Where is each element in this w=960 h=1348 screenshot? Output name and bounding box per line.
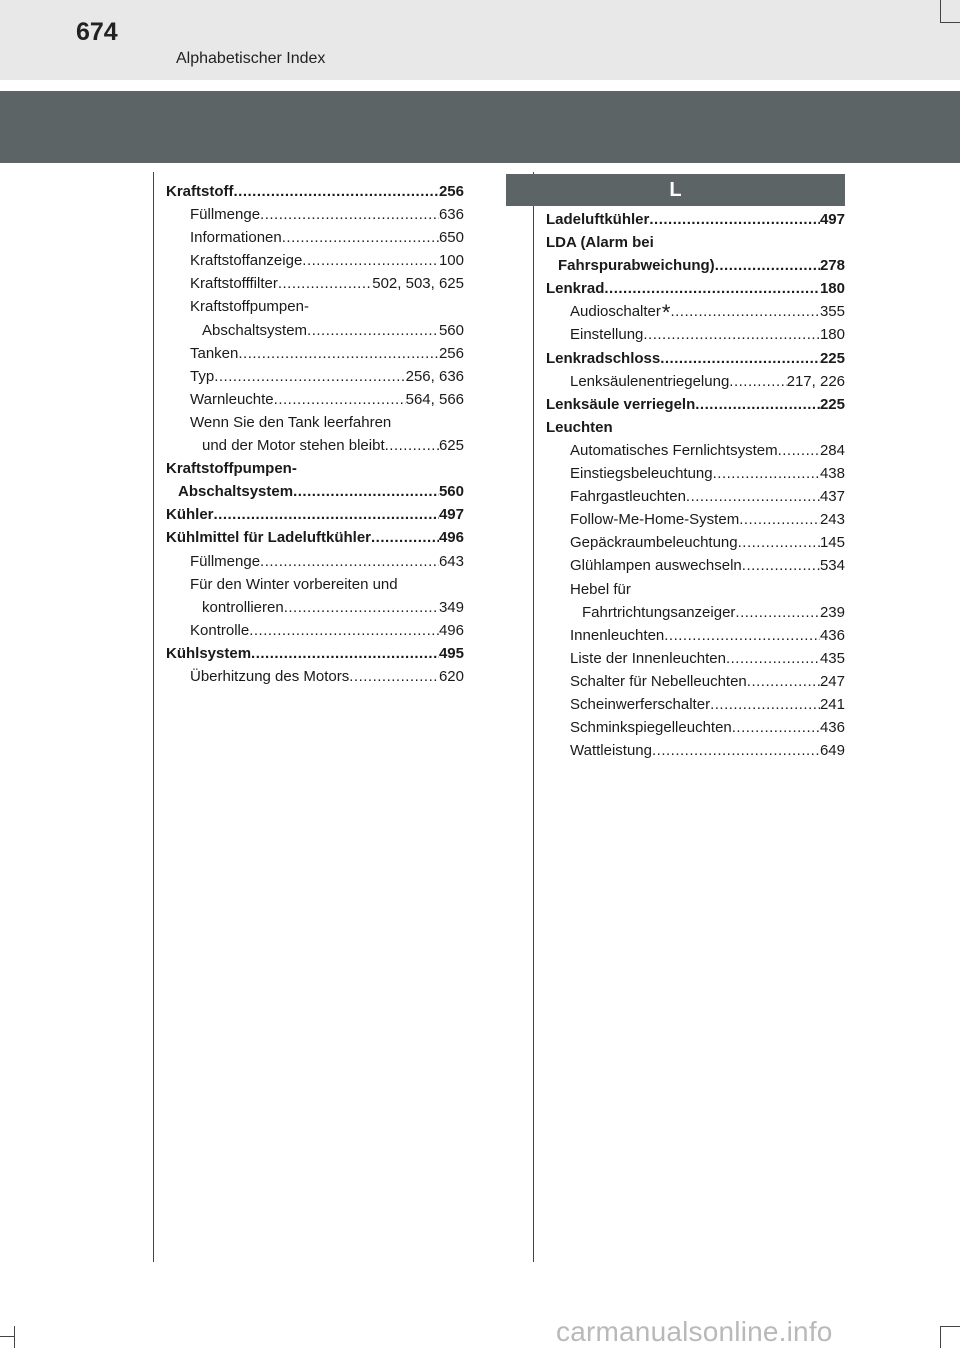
index-term: Wattleistung — [570, 742, 652, 760]
index-entry — [546, 393, 845, 416]
dot-leader — [710, 693, 820, 716]
index-term: Informationen — [190, 229, 282, 247]
dot-leader — [274, 388, 406, 411]
index-term: Lenksäule verriegeln — [546, 395, 696, 413]
dot-leader — [660, 347, 820, 370]
index-column-right — [546, 208, 845, 762]
page-title: Alphabetischer Index — [176, 50, 326, 67]
index-term: Schalter für Nebelleuchten — [570, 672, 747, 690]
page-reference: 435 — [819, 649, 845, 667]
dot-leader — [778, 439, 820, 462]
crop-mark — [940, 1326, 941, 1348]
index-term: Follow-Me-Home-System — [570, 511, 740, 529]
dot-leader — [747, 670, 820, 693]
page-reference: 650 — [438, 229, 464, 247]
crop-mark — [14, 1326, 15, 1348]
index-term: Kraftstoffpumpen- — [190, 298, 309, 316]
index-term: Einstellung — [570, 326, 644, 344]
index-entry — [546, 693, 845, 716]
index-entry — [166, 319, 464, 342]
index-entry — [166, 665, 464, 688]
dot-leader — [726, 647, 820, 670]
index-term: Kraftstoffanzeige — [190, 252, 303, 270]
index-entry — [546, 485, 845, 508]
index-entry — [546, 254, 845, 277]
index-term: und der Motor stehen bleibt — [202, 437, 385, 455]
page-reference: 100 — [438, 252, 464, 270]
index-entry — [166, 203, 464, 226]
dot-leader — [238, 342, 439, 365]
index-term: Lenkrad — [546, 280, 605, 298]
page-reference: 256 — [438, 183, 464, 200]
crop-mark — [940, 1326, 960, 1327]
index-term: Automatisches Fernlichtsystem — [570, 441, 778, 459]
index-term: Typ — [190, 367, 215, 385]
index-entry: Audioschalter * ..... 355 — [546, 300, 845, 323]
dot-leader — [284, 596, 439, 619]
index-term: Hebel für — [570, 580, 631, 598]
page-reference: 225 — [819, 395, 845, 413]
index-entry — [546, 208, 845, 231]
index-entry — [546, 531, 845, 554]
page-reference: 620 — [438, 667, 464, 685]
index-entry — [166, 388, 464, 411]
index-entry — [546, 670, 845, 693]
index-term: Kühler — [166, 506, 214, 524]
index-entry — [546, 347, 845, 370]
index-term: Einstiegsbeleuchtung — [570, 465, 713, 483]
page-reference: 534 — [819, 557, 845, 575]
index-entry — [546, 439, 845, 462]
header-bar — [0, 0, 960, 80]
index-term: Warnleuchte — [190, 390, 274, 408]
index-entry — [166, 503, 464, 526]
index-entry — [166, 249, 464, 272]
dot-leader — [713, 462, 820, 485]
index-term: Liste der Innenleuchten — [570, 649, 726, 667]
index-term: Leuchten — [546, 418, 613, 436]
page-reference: 243 — [819, 511, 845, 529]
dot-leader — [214, 365, 405, 388]
dot-leader — [385, 434, 439, 457]
crop-mark — [0, 1336, 14, 1337]
page-reference: 247 — [819, 672, 845, 690]
page-reference: 278 — [819, 257, 845, 275]
index-entry — [546, 624, 845, 647]
page-reference: 225 — [819, 349, 845, 367]
page-reference: 496 — [438, 529, 464, 547]
watermark: carmanualsonline.info — [556, 1316, 833, 1347]
index-entry — [546, 370, 845, 393]
index-term: Für den Winter vorbereiten und — [190, 575, 398, 593]
index-term: Scheinwerferschalter — [570, 695, 711, 713]
dot-leader — [670, 300, 820, 323]
dot-leader — [729, 370, 786, 393]
dot-leader — [742, 554, 820, 577]
index-entry — [166, 295, 464, 318]
page-reference: 241 — [819, 695, 845, 713]
dot-leader — [278, 272, 372, 295]
index-term: Kraftstoffpumpen- — [166, 460, 297, 478]
index-term: Glühlampen auswechseln — [570, 557, 742, 575]
dot-leader — [251, 642, 439, 665]
index-entry — [166, 411, 464, 434]
page-reference: 437 — [819, 488, 845, 506]
dot-leader — [649, 208, 820, 231]
index-term: Lenkradschloss — [546, 349, 661, 367]
dot-leader — [260, 203, 439, 226]
index-term: Überhitzung des Motors — [190, 667, 350, 685]
page-reference: 256 — [438, 344, 464, 362]
index-column-left — [166, 180, 464, 688]
index-entry — [546, 601, 845, 624]
page-reference: 564, 566 — [405, 390, 464, 408]
dot-leader — [349, 665, 439, 688]
index-entry — [166, 342, 464, 365]
dot-leader — [715, 254, 820, 277]
index-term: Füllmenge — [190, 552, 261, 570]
index-entry — [546, 231, 845, 254]
index-term: Kühlsystem — [166, 644, 252, 662]
page-reference: 217, 226 — [786, 372, 845, 390]
dot-leader — [652, 739, 820, 762]
index-entry — [166, 596, 464, 619]
dot-leader — [604, 277, 820, 300]
index-entry — [546, 647, 845, 670]
crop-mark — [940, 0, 941, 22]
index-term: LDA (Alarm bei — [546, 234, 654, 252]
index-term: Ladeluftkühler — [546, 211, 650, 228]
index-term: Abschaltsystem — [178, 483, 294, 501]
dot-leader — [302, 249, 439, 272]
page-reference: 643 — [438, 552, 464, 570]
dot-leader — [695, 393, 820, 416]
index-entry — [166, 619, 464, 642]
dot-leader — [732, 716, 820, 739]
page-reference: 355 — [819, 303, 845, 321]
page-reference: 180 — [819, 280, 845, 298]
dot-leader — [234, 180, 439, 203]
index-term: Kraftstoff — [166, 183, 234, 200]
index-entry — [546, 739, 845, 762]
index-term: Kontrolle — [190, 621, 250, 639]
index-term: Kraftstofffilter — [190, 275, 278, 293]
index-entry — [166, 272, 464, 295]
page-reference: 636 — [438, 206, 464, 224]
index-term: Audioschalter — [570, 303, 661, 321]
header-banner — [0, 91, 960, 163]
index-entry — [546, 716, 845, 739]
index-term: Lenksäulenentriegelung — [570, 372, 730, 390]
index-entry — [546, 323, 845, 346]
index-entry — [166, 550, 464, 573]
index-term: Fahrtrichtungsanzeiger — [582, 603, 736, 621]
index-entry — [166, 457, 464, 480]
dot-leader — [293, 480, 439, 503]
index-term: Wenn Sie den Tank leerfahren — [190, 413, 392, 431]
section-letter-header: L — [506, 174, 845, 206]
dot-leader — [738, 531, 820, 554]
index-entry — [546, 578, 845, 601]
crop-mark — [940, 22, 960, 23]
index-term: Tanken — [190, 344, 239, 362]
index-entry — [546, 277, 845, 300]
index-term: Fahrgastleuchten — [570, 488, 686, 506]
page-reference: 496 — [438, 621, 464, 639]
dot-leader — [735, 601, 820, 624]
dot-leader — [371, 526, 439, 549]
index-term: kontrollieren — [202, 598, 284, 616]
index-term: Gepäckraumbeleuchtung — [570, 534, 738, 552]
page-reference: 145 — [819, 534, 845, 552]
index-entry — [166, 573, 464, 596]
index-entry — [546, 554, 845, 577]
index-entry — [166, 480, 464, 503]
page-reference: 495 — [438, 644, 464, 662]
index-entry — [166, 365, 464, 388]
index-term: Füllmenge — [190, 206, 261, 224]
page-reference: 497 — [819, 211, 845, 228]
index-entry — [166, 642, 464, 665]
dot-leader — [282, 226, 439, 249]
page-reference: 349 — [438, 598, 464, 616]
page-reference: 625 — [438, 437, 464, 455]
page-reference: 649 — [819, 742, 845, 760]
page-reference: 284 — [819, 441, 845, 459]
dot-leader — [307, 319, 439, 342]
index-entry — [166, 180, 464, 203]
dot-leader — [249, 619, 439, 642]
index-term: Abschaltsystem — [202, 321, 308, 339]
page-reference: 560 — [438, 321, 464, 339]
dot-leader — [643, 323, 820, 346]
page-number: 674 — [76, 18, 118, 46]
index-entry — [546, 416, 845, 439]
page-reference: 436 — [819, 719, 845, 737]
page-reference: 180 — [819, 326, 845, 344]
page-reference: 436 — [819, 626, 845, 644]
index-term: Kühlmittel für Ladeluftkühler — [166, 529, 372, 547]
index-entry — [166, 526, 464, 549]
left-column-rule — [153, 172, 154, 1262]
index-entry — [546, 508, 845, 531]
page-reference: 497 — [438, 506, 464, 524]
dot-leader — [664, 624, 820, 647]
page-reference: 239 — [819, 603, 845, 621]
index-term: Fahrspurabweichung) — [558, 257, 715, 275]
page-reference: 256, 636 — [405, 367, 464, 385]
middle-column-rule — [533, 172, 534, 1262]
index-entry — [166, 226, 464, 249]
dot-leader — [686, 485, 820, 508]
index-entry — [546, 462, 845, 485]
index-term: Schminkspiegelleuchten — [570, 719, 732, 737]
page-reference: 438 — [819, 465, 845, 483]
dot-leader — [214, 503, 439, 526]
index-term: Innenleuchten — [570, 626, 665, 644]
page-reference: 502, 503, 625 — [372, 275, 464, 293]
page-reference: 560 — [438, 483, 464, 501]
index-entry — [166, 434, 464, 457]
dot-leader — [739, 508, 820, 531]
dot-leader — [260, 550, 439, 573]
